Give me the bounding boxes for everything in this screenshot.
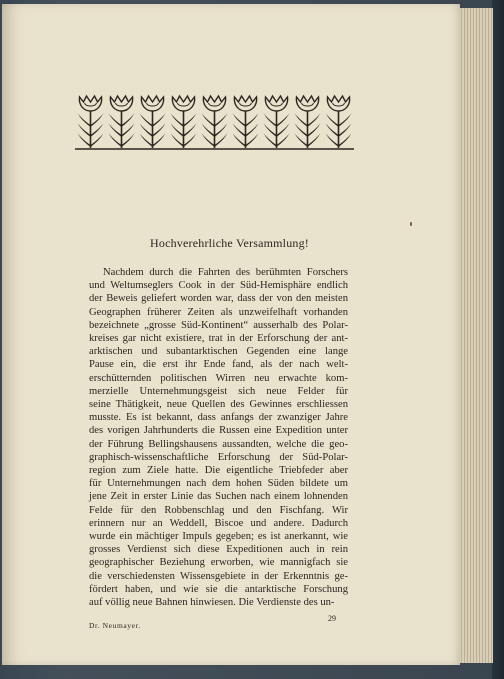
text-line: musste. Es ist bekannt, dass anfangs der zwanziger Jahre xyxy=(89,412,348,424)
text-line: geographischer Beziehung erworben, wie mannigfach sie xyxy=(89,557,348,569)
tulip-ornament xyxy=(295,96,321,148)
text-line: bezeichnete „grosse Süd-Kontinent“ ausserhalb des Polar- xyxy=(89,319,348,331)
text-line: Felde für den Robbenschlag und den Fischfang. Wir xyxy=(89,504,348,516)
text-line: Nachdem durch die Fahrten des berühmten Forschers xyxy=(103,267,348,278)
body-text xyxy=(89,266,348,609)
text-line: grosses Verdienst sich diese Expeditionen auch in rein xyxy=(89,544,348,556)
text-line: merzielle Unternehmungsgeist sich neue Felder für xyxy=(89,385,348,397)
text-line: des vorigen Jahrhunderts die Russen eine Expedition unter xyxy=(89,425,348,437)
book-cover-edge xyxy=(492,0,504,679)
page-number: 29 xyxy=(328,614,336,623)
text-line: arktischen und subantarktischen Gegenden eine lange xyxy=(89,346,348,358)
text-line: jene Zeit in erster Linie das Suchen nach einem lohnenden xyxy=(89,491,348,503)
text-line: Pause ein, die erst ihr Ende fand, als der nach welt- xyxy=(89,359,348,371)
tulip-ornament xyxy=(264,96,290,148)
text-line: auf völlig neue Bahnen hinwiesen. Die Verdienste des un- xyxy=(89,597,335,609)
tulip-ornament xyxy=(233,96,259,148)
text-line: erschütternden politischen Wirren neu erwachte kom- xyxy=(89,372,348,384)
text-line: fördert haben, und wie sie die antarktische Forschung xyxy=(89,583,348,595)
text-line: erinnern nur an Weddell, Biscoe und andere. Dadurch xyxy=(89,517,348,529)
text-line: Geographen früherer Zeiten als unzweifelhaft vorhanden xyxy=(89,306,348,318)
text-line: die verschiedensten Wissensgebiete in der Erkenntnis ge- xyxy=(89,570,348,582)
text-line: wurde ein mächtiger Impuls gegeben; es ist anerkannt, wie xyxy=(89,531,348,543)
tulip-ornament xyxy=(171,96,197,148)
text-line: der Führung Bellingshausens aussandten, welche die geo- xyxy=(89,438,348,450)
text-line: region zum Ziele hatte. Die eigentliche Triebfeder aber xyxy=(89,465,348,477)
tulip-ornament xyxy=(140,96,166,148)
book-page xyxy=(2,4,460,665)
text-line: für Unternehmungen nach dem hohen Süden bildete um xyxy=(89,478,348,490)
text-line: graphisch-wissenschaftliche Erforschung der Süd-Polar- xyxy=(89,451,348,463)
tulip-ornament xyxy=(78,96,104,148)
tulip-ornament xyxy=(202,96,228,148)
tulip-ornament xyxy=(109,96,135,148)
decorative-frieze xyxy=(75,91,354,150)
text-line: kreises gar nicht existiere, trat in der Erforschung der ant- xyxy=(89,333,348,345)
page-heading: Hochverehrliche Versammlung! xyxy=(150,236,309,250)
signature-mark: Dr. Neumayer. xyxy=(89,621,141,630)
paper-speck xyxy=(410,222,412,226)
text-line: seine Thätigkeit, neue Quellen des Gewinnes erschliessen xyxy=(89,399,348,411)
text-line: der Beweis geliefert worden war, dass der von den meisten xyxy=(89,293,348,305)
tulip-ornament xyxy=(326,96,352,148)
text-line: und Weltumseglers Cook in der Süd-Hemisphäre endlich xyxy=(89,280,348,292)
